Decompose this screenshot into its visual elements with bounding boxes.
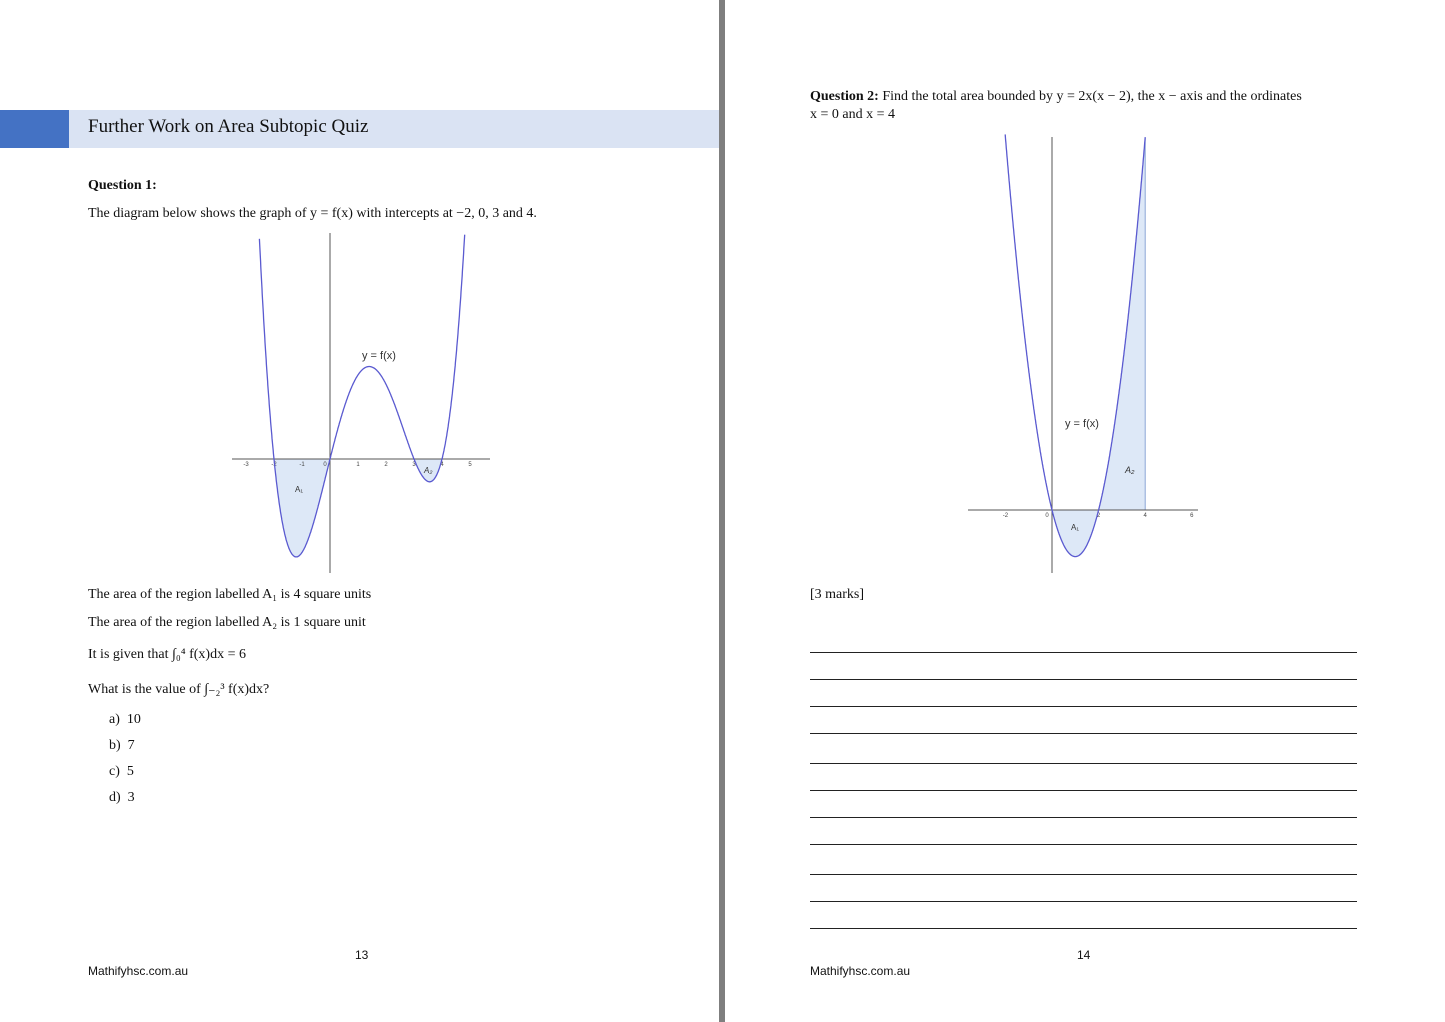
quiz-title: Further Work on Area Subtopic Quiz <box>88 116 369 137</box>
x-tick-label: 5 <box>468 462 472 468</box>
x-tick-label: 2 <box>384 462 388 468</box>
q1-heading: Question 1: <box>88 178 157 193</box>
option-value: 5 <box>126 764 134 779</box>
answer-line <box>810 763 1357 764</box>
x-tick-label: 6 <box>1190 513 1194 519</box>
option-letter: a) <box>109 712 120 727</box>
shaded-region <box>1099 137 1146 510</box>
x-tick-label: -2 <box>271 462 277 468</box>
footer-site: Mathifyhsc.com.au <box>810 964 911 978</box>
x-tick-label: -2 <box>1002 513 1009 519</box>
q2-text-line2: x = 0 and x = 4 <box>810 107 896 122</box>
answer-line <box>810 901 1357 902</box>
q2-text-line1 <box>810 89 1302 105</box>
region-a2-label: A₂ <box>1125 465 1135 475</box>
q2-heading: Question 2: <box>810 89 879 104</box>
answer-line <box>810 844 1357 845</box>
answer-option[interactable] <box>109 712 141 728</box>
answer-line <box>810 790 1357 791</box>
answer-option[interactable] <box>109 764 134 780</box>
curve-label: y = f(x) <box>362 350 396 362</box>
page-number: 14 <box>1077 948 1091 962</box>
answer-option[interactable] <box>109 790 135 806</box>
given-statement: It is given that ∫₀⁴ f(x)dx = 6 <box>88 647 246 662</box>
option-letter: b) <box>109 738 121 753</box>
option-value: 10 <box>126 712 141 727</box>
x-tick-label: -1 <box>299 462 305 468</box>
option-letter: d) <box>109 790 121 805</box>
x-tick-label: 1 <box>356 462 360 468</box>
footer-site: Mathifyhsc.com.au <box>88 964 189 978</box>
option-value: 7 <box>127 738 135 753</box>
answer-line <box>810 652 1357 653</box>
region-a2-label: A₂ <box>424 466 433 475</box>
curve-label: y = f(x) <box>1065 418 1099 430</box>
answer-line <box>810 817 1357 818</box>
marks-label: [3 marks] <box>810 587 865 602</box>
x-tick-label: 0 <box>1045 513 1049 519</box>
x-tick-label: 3 <box>412 462 416 468</box>
x-tick-label: 2 <box>1096 513 1101 519</box>
x-tick-label: 4 <box>1143 513 1147 519</box>
option-letter: c) <box>109 764 120 779</box>
region-a1-label: A₁ <box>295 485 304 494</box>
shaded-region <box>274 459 330 557</box>
region-a1-label: A₁ <box>1071 523 1080 532</box>
q1-intro: The diagram below shows the graph of y = f(x) with intercepts at −2, 0, 3 and 4. <box>88 206 537 221</box>
page-number: 13 <box>355 948 369 962</box>
graph-q2 <box>968 134 1198 573</box>
a1-statement: The area of the region labelled A₁ is 4 square units <box>88 587 372 602</box>
answer-line <box>810 706 1357 707</box>
x-tick-label: 4 <box>440 462 444 468</box>
x-tick-label: 0 <box>323 462 327 468</box>
graph-q1 <box>232 233 490 573</box>
answer-line <box>810 733 1357 734</box>
answer-line <box>810 874 1357 875</box>
q1-question: What is the value of ∫₋₂³ f(x)dx? <box>88 682 270 697</box>
option-value: 3 <box>127 790 135 805</box>
answer-option[interactable] <box>109 738 135 754</box>
x-tick-label: -3 <box>243 462 249 468</box>
q2-text: Find the total area bounded by y = 2x(x − 2), the x − axis and the ordinates <box>882 89 1302 104</box>
a2-statement: The area of the region labelled A₂ is 1 square unit <box>88 615 366 630</box>
answer-line <box>810 679 1357 680</box>
answer-line <box>810 928 1357 929</box>
